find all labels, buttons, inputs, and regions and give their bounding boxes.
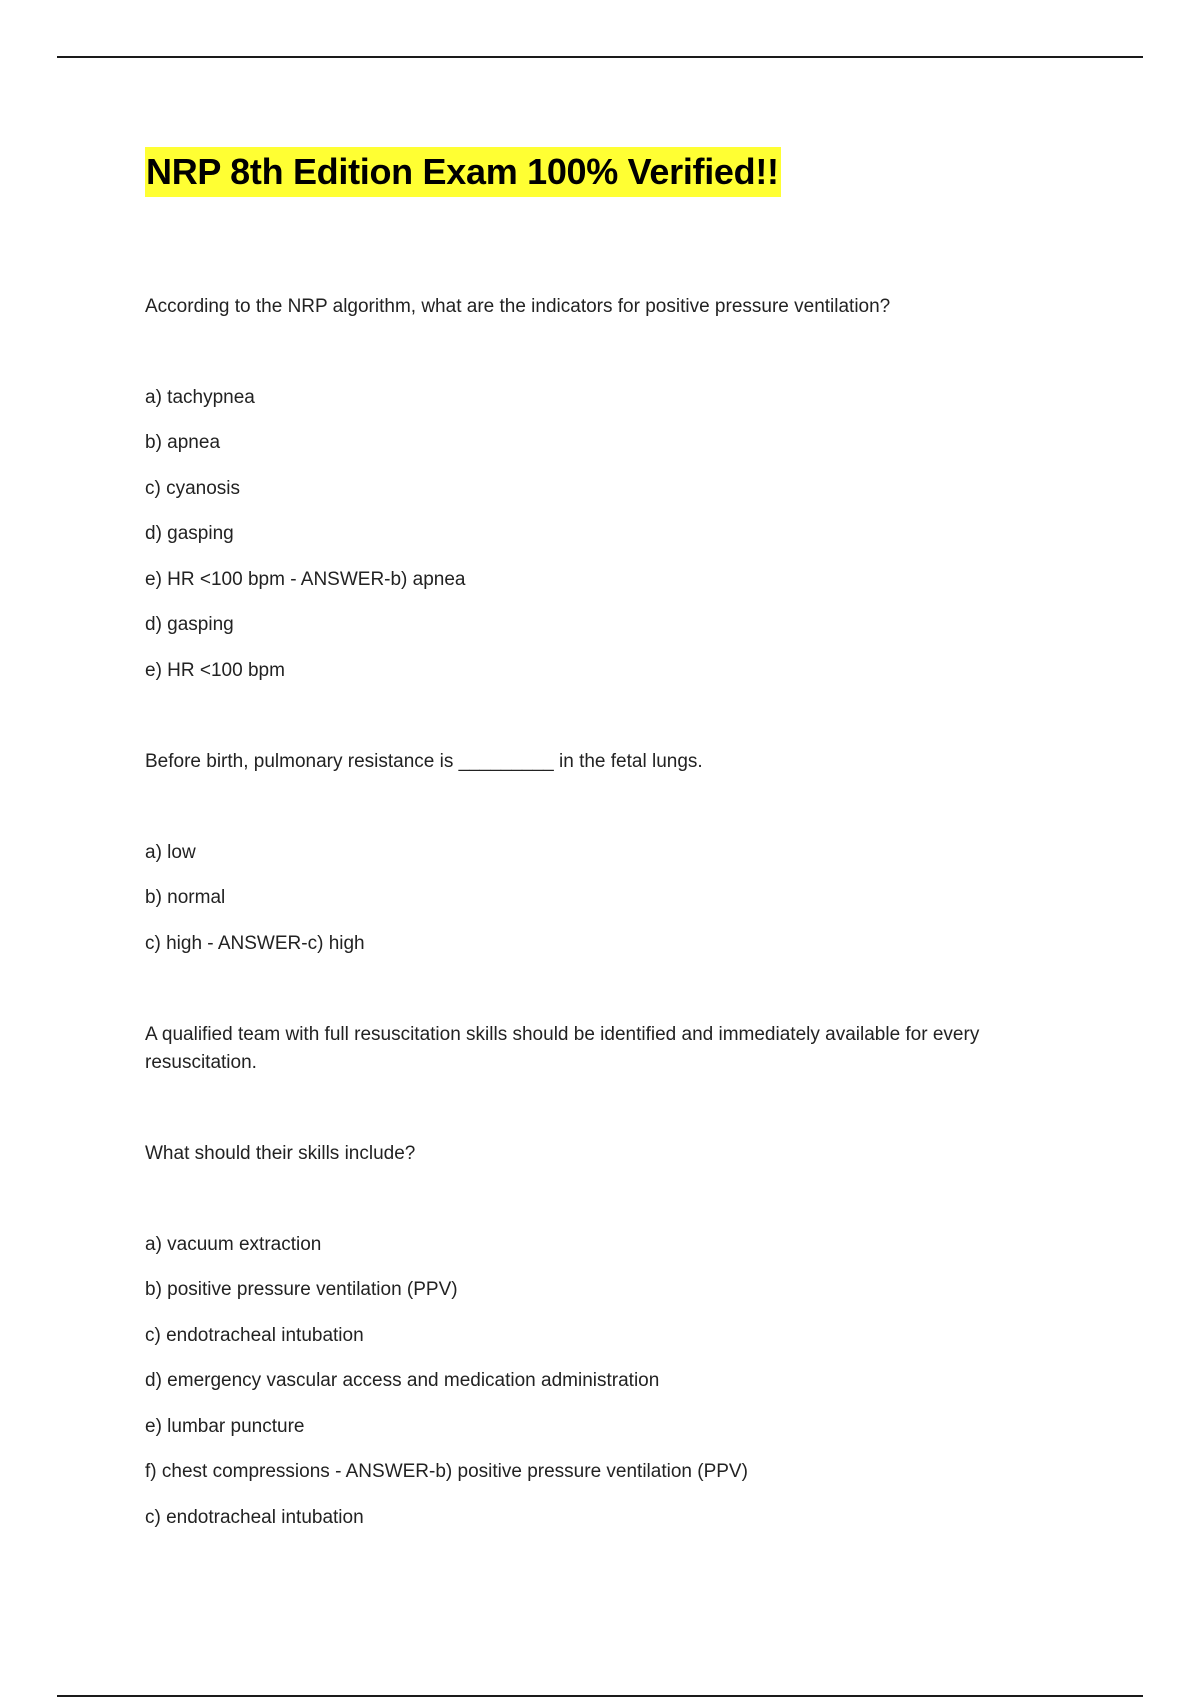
question-2-option: a) low [145,842,196,863]
question-1-option: d) gasping [145,523,234,544]
question-3-answer-line: c) endotracheal intubation [145,1507,364,1528]
question-1-answer-line: d) gasping [145,614,234,635]
question-3-option: e) lumbar puncture [145,1416,305,1437]
question-3-intro: A qualified team with full resuscitation skills should be identified and immediately available for every resuscitation. [145,1024,980,1073]
question-3-option: d) emergency vascular access and medication administration [145,1370,660,1391]
question-3-option: c) endotracheal intubation [145,1325,364,1346]
document-title: NRP 8th Edition Exam 100% Verified!! [145,147,781,197]
question-2-option: b) normal [145,887,226,908]
question-1-answer-line: e) HR <100 bpm [145,660,285,681]
question-3-answer: f) chest compressions - ANSWER-b) positive pressure ventilation (PPV) [145,1461,748,1482]
question-3-option: b) positive pressure ventilation (PPV) [145,1279,458,1300]
question-1-answer: e) HR <100 bpm - ANSWER-b) apnea [145,569,466,590]
question-3-text: What should their skills include? [145,1143,416,1164]
top-rule [57,56,1143,58]
question-2-answer: c) high - ANSWER-c) high [145,933,365,954]
question-1-option: a) tachypnea [145,387,255,408]
question-1-option: b) apnea [145,432,221,453]
question-1-text: According to the NRP algorithm, what are the indicators for positive pressure ventilation? [145,296,891,317]
question-2-text: Before birth, pulmonary resistance is _________ in the fetal lungs. [145,751,703,772]
question-1-option: c) cyanosis [145,478,241,499]
question-3-option: a) vacuum extraction [145,1234,322,1255]
bottom-rule [57,1695,1143,1697]
